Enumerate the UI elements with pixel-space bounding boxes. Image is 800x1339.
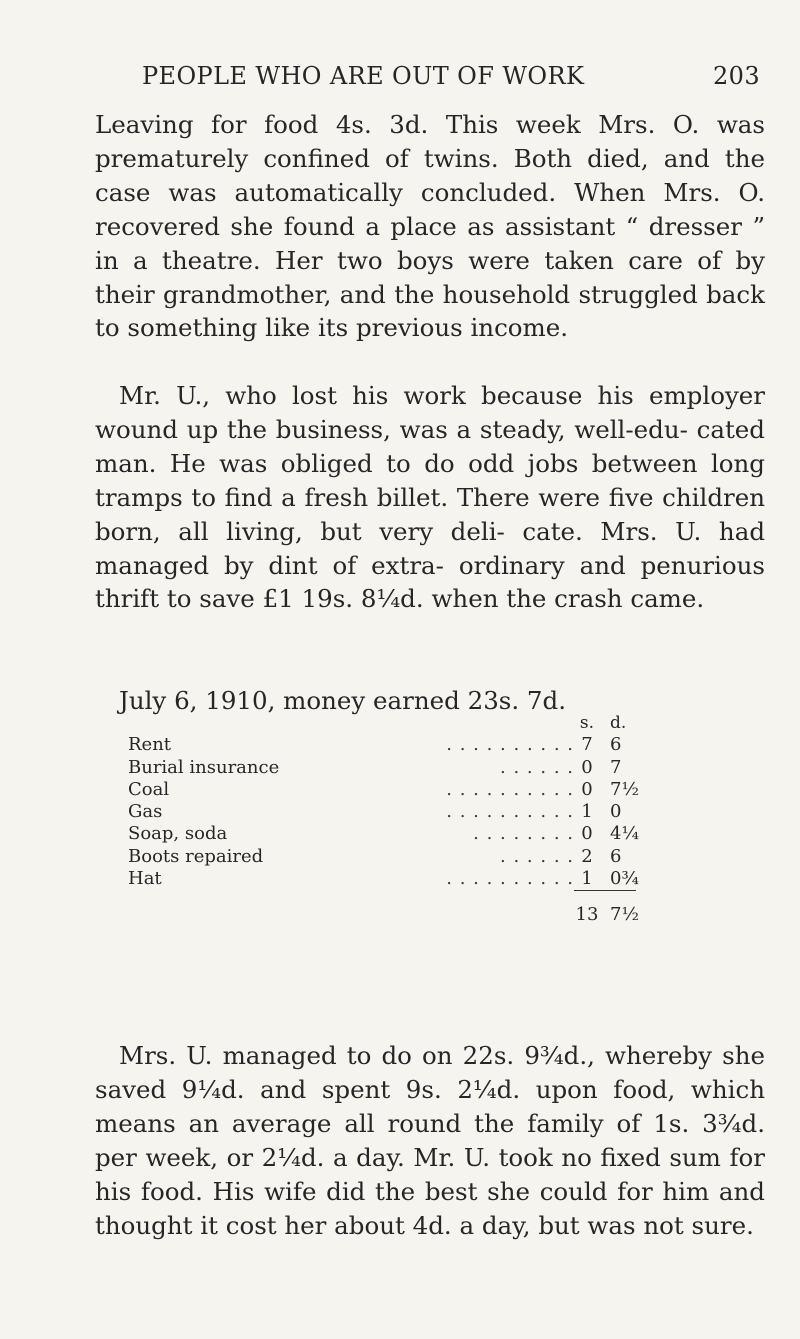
paragraph-1 (95, 108, 765, 345)
expenses-table (128, 712, 648, 890)
table-row (128, 734, 648, 756)
running-title: PEOPLE WHO ARE OUT OF WORK (142, 62, 585, 90)
expense-shillings: 0 (581, 823, 593, 845)
expense-shillings: 2 (581, 845, 593, 867)
expense-pence: 6 (610, 734, 622, 756)
expense-pence: 0 (610, 801, 622, 823)
table-row (128, 757, 648, 779)
paragraph-2-text: Mr. U., who lost his work because his employer wound up the business, was a steady, well-edu- cated man. He was obliged to do odd jobs between long tramps to find a fresh billet. There were five children born, all living, but very deli- cate. Mrs. U. had managed by dint of extra- ordinary and penurious thrift to save £1 19s. 8¼d. when the crash came. (95, 381, 765, 614)
table-row (128, 779, 648, 801)
expense-item: Hat (128, 868, 162, 890)
column-header-shillings: s. (579, 713, 595, 733)
paragraph-3-text: July 6, 1910, money earned 23s. 7d. (119, 686, 566, 715)
running-head (142, 62, 760, 102)
table-row (128, 846, 648, 868)
total-pence: 7½ (610, 904, 639, 925)
expense-pence: 6 (610, 845, 622, 867)
paragraph-1-text: Leaving for food 4s. 3d. This week Mrs. O. was prematurely confined of twins. Both died, and the case was automatically concluded. When Mrs. O. recovered she found a place as assistant “ dresser ” in a theatre. Her two boys were taken care of by their grandmother, and the household struggled back to something like its previous income. (95, 110, 765, 343)
dot-leaders: . . . . . . . . . . (446, 801, 574, 823)
table-row (128, 868, 648, 890)
expense-item: Boots repaired (128, 845, 264, 867)
dot-leaders: . . . . . . . . (473, 823, 574, 845)
dot-leaders: . . . . . . . . . . (446, 734, 574, 756)
paragraph-4-text: Mrs. U. managed to do on 22s. 9¾d., whereby she saved 9¼d. and spent 9s. 2¼d. upon food, which means an average all round the family of 1s. 3¾d. per week, or 2¼d. a day. Mr. U. took no fixed sum for his food. His wife did the best she could for him and thought it cost her about 4d. a day, but was not sure. (95, 1041, 765, 1240)
expense-item: Gas (128, 801, 163, 823)
table-row (128, 823, 648, 845)
paragraph-4 (95, 1039, 765, 1242)
dot-leaders: . . . . . . . . . . (446, 778, 574, 800)
expense-shillings: 7 (581, 734, 593, 756)
expense-shillings: 0 (581, 756, 593, 778)
dot-leaders: . . . . . . . . . . (446, 868, 574, 890)
paragraph-2 (95, 379, 765, 616)
column-header-pence: d. (610, 713, 627, 733)
expense-item: Coal (128, 778, 170, 800)
expense-pence: 7 (610, 756, 622, 778)
expenses-total (128, 902, 648, 928)
total-shillings: 13 (575, 904, 599, 925)
expense-pence: 0¾ (610, 868, 639, 890)
dot-leaders: . . . . . . (500, 845, 574, 867)
expense-item: Soap, soda (128, 823, 228, 845)
expense-shillings: 0 (581, 778, 593, 800)
page-number: 203 (712, 62, 760, 90)
total-rule (574, 890, 636, 891)
expense-item: Burial insurance (128, 756, 280, 778)
expenses-header-row (128, 712, 648, 734)
table-row (128, 801, 648, 823)
expense-pence: 7½ (610, 778, 639, 800)
expense-shillings: 1 (581, 801, 593, 823)
expense-pence: 4¼ (610, 823, 639, 845)
expense-shillings: 1 (581, 868, 593, 890)
dot-leaders: . . . . . . (500, 756, 574, 778)
expense-item: Rent (128, 734, 172, 756)
